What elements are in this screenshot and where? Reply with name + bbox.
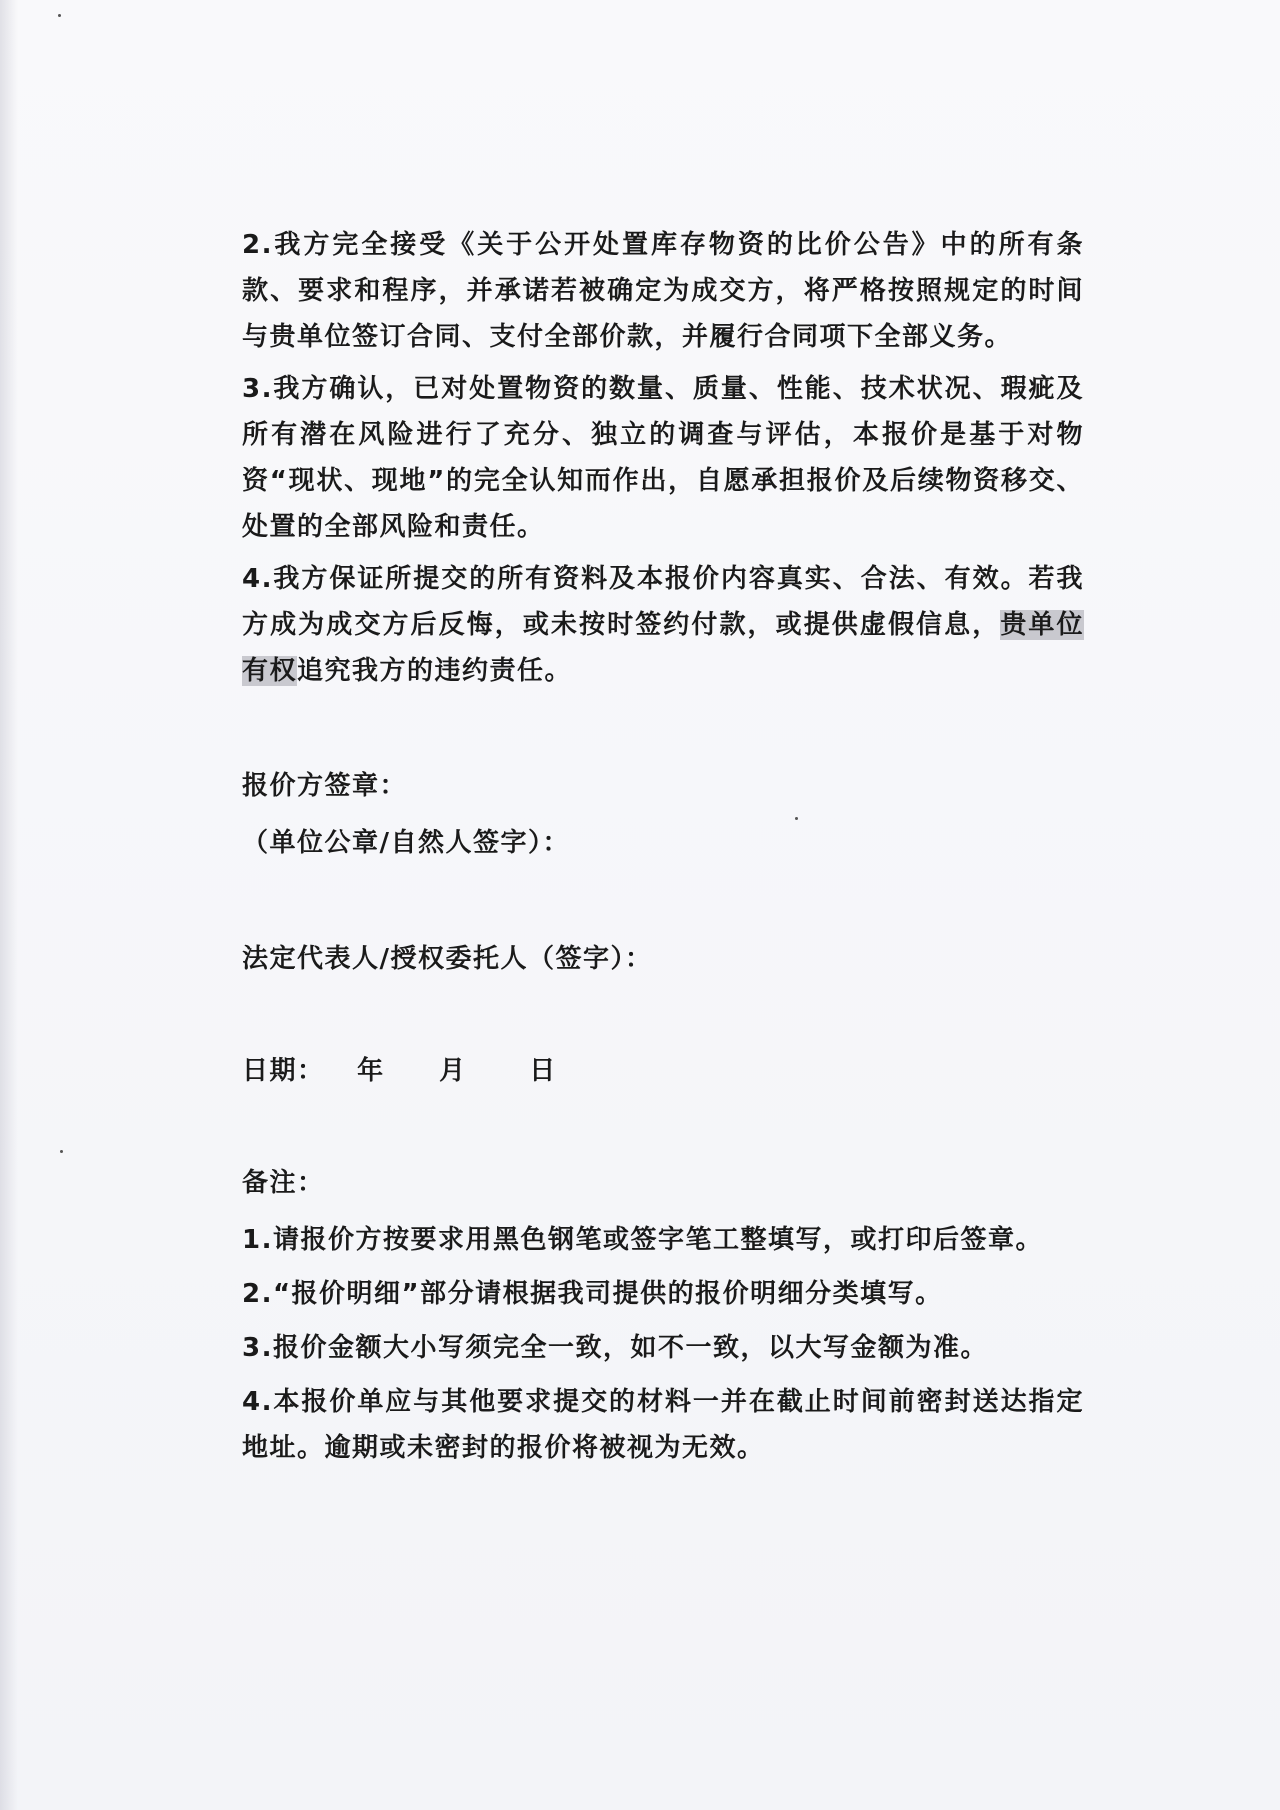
- clause-4-text-end: 追究我方的违约责任。: [297, 656, 573, 686]
- note-item: 2.“报价明细”部分请根据我司提供的报价明细分类填写。: [242, 1279, 943, 1309]
- date-label: 日期：: [242, 1056, 325, 1086]
- signature-seal-line: （单位公章/自然人签字）：: [242, 828, 570, 858]
- clause-3: 3.我方确认，已对处置物资的数量、质量、性能、技术状况、瑕疵及所有潜在风险进行了充分、独立的调查与评估，本报价是基于对物资“现状、现地”的完全认知而作出，自愿承担报价及后续物资移交、处置的全部风险和责任。: [242, 374, 1084, 542]
- date-year: 年: [357, 1056, 385, 1086]
- clause-4: [242, 556, 1084, 694]
- scan-speck: [795, 817, 798, 820]
- clauses-section: [242, 222, 1084, 700]
- clause-4-highlighted-text: 贵单位有权: [242, 610, 1084, 686]
- note-item: 3.报价金额大小写须完全一致，如不一致，以大写金额为准。: [242, 1333, 988, 1363]
- scan-edge-shadow: [0, 0, 18, 1810]
- notes-title: 备注：: [242, 1168, 325, 1198]
- representative-signature-line: 法定代表人/授权委托人（签字）：: [242, 944, 653, 974]
- clause-4-text: 4.我方保证所提交的所有资料及本报价内容真实、合法、有效。若我方成为成交方后反悔，或未按时签约付款，或提供虚假信息，: [242, 564, 1084, 640]
- notes-section: [242, 1162, 1084, 1479]
- note-item: 1.请报价方按要求用黑色钢笔或签字笔工整填写，或打印后签章。: [242, 1225, 1043, 1255]
- date-day: 日: [529, 1056, 557, 1086]
- scan-speck: [58, 14, 61, 17]
- scan-speck: [60, 1150, 63, 1153]
- note-item: 4.本报价单应与其他要求提交的材料一并在截止时间前密封送达指定地址。逾期或未密封的报价将被视为无效。: [242, 1387, 1084, 1463]
- signature-title: 报价方签章：: [242, 771, 408, 801]
- date-month: 月: [439, 1056, 467, 1086]
- date-line: [242, 1050, 1084, 1087]
- clause-2: 2.我方完全接受《关于公开处置库存物资的比价公告》中的所有条款、要求和程序，并承诺若被确定为成交方，将严格按照规定的时间与贵单位签订合同、支付全部价款，并履行合同项下全部义务。: [242, 230, 1084, 352]
